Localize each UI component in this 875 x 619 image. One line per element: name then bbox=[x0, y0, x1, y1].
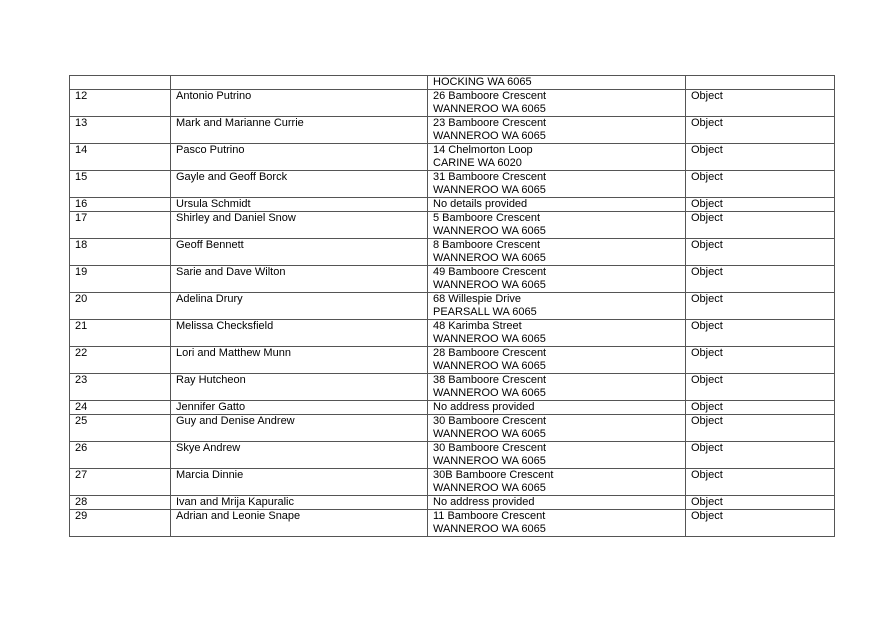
table-row bbox=[70, 401, 835, 415]
submitter-name: Lori and Matthew Munn bbox=[171, 347, 428, 374]
submissions-table-body bbox=[70, 76, 835, 537]
address-line: WANNEROO WA 6065 bbox=[433, 279, 546, 291]
submission-position: Object bbox=[686, 171, 835, 198]
submitter-address bbox=[428, 198, 686, 212]
submitter-address bbox=[428, 212, 686, 239]
submission-number bbox=[70, 76, 171, 90]
address-line: WANNEROO WA 6065 bbox=[433, 130, 546, 142]
address-line: 8 Bamboore Crescent bbox=[433, 239, 540, 251]
submitter-address bbox=[428, 90, 686, 117]
table-row bbox=[70, 469, 835, 496]
submission-number: 19 bbox=[70, 266, 171, 293]
submission-position: Object bbox=[686, 198, 835, 212]
submitter-name: Adelina Drury bbox=[171, 293, 428, 320]
address-line: WANNEROO WA 6065 bbox=[433, 387, 546, 399]
submissions-table bbox=[69, 75, 835, 537]
submission-position: Object bbox=[686, 347, 835, 374]
address-line: CARINE WA 6020 bbox=[433, 157, 522, 169]
address-line: 23 Bamboore Crescent bbox=[433, 117, 547, 129]
submitter-name: Mark and Marianne Currie bbox=[171, 117, 428, 144]
submitter-address bbox=[428, 469, 686, 496]
submitter-name: Marcia Dinnie bbox=[171, 469, 428, 496]
submitter-address bbox=[428, 266, 686, 293]
submission-number: 27 bbox=[70, 469, 171, 496]
submitter-address bbox=[428, 415, 686, 442]
submitter-address bbox=[428, 401, 686, 415]
submission-number: 12 bbox=[70, 90, 171, 117]
submitter-name: Pasco Putrino bbox=[171, 144, 428, 171]
address-line: WANNEROO WA 6065 bbox=[433, 252, 546, 264]
table-row bbox=[70, 144, 835, 171]
submission-position: Object bbox=[686, 144, 835, 171]
submission-number: 18 bbox=[70, 239, 171, 266]
table-row bbox=[70, 239, 835, 266]
submitter-name: Sarie and Dave Wilton bbox=[171, 266, 428, 293]
submitter-name: Antonio Putrino bbox=[171, 90, 428, 117]
submitter-address bbox=[428, 320, 686, 347]
submission-number: 22 bbox=[70, 347, 171, 374]
table-row bbox=[70, 76, 835, 90]
submitter-address bbox=[428, 117, 686, 144]
address-line: 68 Willespie Drive bbox=[433, 293, 522, 305]
submission-number: 15 bbox=[70, 171, 171, 198]
submission-number: 24 bbox=[70, 401, 171, 415]
table-row bbox=[70, 374, 835, 401]
submission-number: 26 bbox=[70, 442, 171, 469]
submission-number: 23 bbox=[70, 374, 171, 401]
submission-number: 28 bbox=[70, 496, 171, 510]
address-line: HOCKING WA 6065 bbox=[433, 76, 532, 88]
table-row bbox=[70, 347, 835, 374]
address-line: 28 Bamboore Crescent bbox=[433, 347, 547, 359]
submission-position: Object bbox=[686, 266, 835, 293]
submitter-address bbox=[428, 144, 686, 171]
table-row bbox=[70, 266, 835, 293]
submission-position: Object bbox=[686, 117, 835, 144]
address-line: No address provided bbox=[433, 496, 535, 508]
submission-number: 16 bbox=[70, 198, 171, 212]
address-line: 48 Karimba Street bbox=[433, 320, 522, 332]
address-line: WANNEROO WA 6065 bbox=[433, 482, 546, 494]
submission-number: 14 bbox=[70, 144, 171, 171]
table-row bbox=[70, 198, 835, 212]
address-line: WANNEROO WA 6065 bbox=[433, 360, 546, 372]
submission-position: Object bbox=[686, 239, 835, 266]
address-line: 11 Bamboore Crescent bbox=[433, 510, 546, 522]
address-line: PEARSALL WA 6065 bbox=[433, 306, 537, 318]
submitter-name: Jennifer Gatto bbox=[171, 401, 428, 415]
submitter-name: Skye Andrew bbox=[171, 442, 428, 469]
submission-position: Object bbox=[686, 401, 835, 415]
submitter-address bbox=[428, 171, 686, 198]
table-row bbox=[70, 415, 835, 442]
table-row bbox=[70, 117, 835, 144]
table-row bbox=[70, 90, 835, 117]
submitter-address bbox=[428, 442, 686, 469]
submitter-name: Ivan and Mrija Kapuralic bbox=[171, 496, 428, 510]
submission-position: Object bbox=[686, 320, 835, 347]
address-line: 5 Bamboore Crescent bbox=[433, 212, 540, 224]
address-line: WANNEROO WA 6065 bbox=[433, 523, 546, 535]
address-line: 49 Bamboore Crescent bbox=[433, 266, 547, 278]
address-line: WANNEROO WA 6065 bbox=[433, 184, 546, 196]
address-line: WANNEROO WA 6065 bbox=[433, 333, 546, 345]
table-row bbox=[70, 510, 835, 537]
address-line: 31 Bamboore Crescent bbox=[433, 171, 547, 183]
submission-position: Object bbox=[686, 510, 835, 537]
submission-number: 25 bbox=[70, 415, 171, 442]
submission-position: Object bbox=[686, 442, 835, 469]
submission-position bbox=[686, 76, 835, 90]
submitter-address bbox=[428, 76, 686, 90]
submission-number: 20 bbox=[70, 293, 171, 320]
submission-number: 21 bbox=[70, 320, 171, 347]
submitter-address bbox=[428, 496, 686, 510]
address-line: 30 Bamboore Crescent bbox=[433, 415, 547, 427]
table-row bbox=[70, 496, 835, 510]
submitter-address bbox=[428, 510, 686, 537]
table-row bbox=[70, 320, 835, 347]
submission-number: 13 bbox=[70, 117, 171, 144]
submitter-name: Shirley and Daniel Snow bbox=[171, 212, 428, 239]
submitter-name: Melissa Checksfield bbox=[171, 320, 428, 347]
submission-position: Object bbox=[686, 293, 835, 320]
submission-position: Object bbox=[686, 90, 835, 117]
submitter-name: Geoff Bennett bbox=[171, 239, 428, 266]
submission-position: Object bbox=[686, 469, 835, 496]
table-row bbox=[70, 442, 835, 469]
address-line: WANNEROO WA 6065 bbox=[433, 103, 546, 115]
submitter-address bbox=[428, 293, 686, 320]
submission-position: Object bbox=[686, 374, 835, 401]
submitter-address bbox=[428, 347, 686, 374]
address-line: 30B Bamboore Crescent bbox=[433, 469, 554, 481]
address-line: 26 Bamboore Crescent bbox=[433, 90, 547, 102]
address-line: No details provided bbox=[433, 198, 528, 210]
submission-position: Object bbox=[686, 496, 835, 510]
address-line: WANNEROO WA 6065 bbox=[433, 225, 546, 237]
table-row bbox=[70, 293, 835, 320]
submitter-name: Adrian and Leonie Snape bbox=[171, 510, 428, 537]
submitter-name: Gayle and Geoff Borck bbox=[171, 171, 428, 198]
address-line: 38 Bamboore Crescent bbox=[433, 374, 547, 386]
submitter-address bbox=[428, 239, 686, 266]
table-row bbox=[70, 212, 835, 239]
submission-number: 29 bbox=[70, 510, 171, 537]
submitter-name: Ray Hutcheon bbox=[171, 374, 428, 401]
submission-position: Object bbox=[686, 415, 835, 442]
submitter-name: Guy and Denise Andrew bbox=[171, 415, 428, 442]
submitter-address bbox=[428, 374, 686, 401]
submitter-name bbox=[171, 76, 428, 90]
submission-position: Object bbox=[686, 212, 835, 239]
submission-number: 17 bbox=[70, 212, 171, 239]
address-line: WANNEROO WA 6065 bbox=[433, 428, 546, 440]
address-line: 30 Bamboore Crescent bbox=[433, 442, 547, 454]
address-line: 14 Chelmorton Loop bbox=[433, 144, 533, 156]
address-line: WANNEROO WA 6065 bbox=[433, 455, 546, 467]
address-line: No address provided bbox=[433, 401, 535, 413]
table-row bbox=[70, 171, 835, 198]
submitter-name: Ursula Schmidt bbox=[171, 198, 428, 212]
